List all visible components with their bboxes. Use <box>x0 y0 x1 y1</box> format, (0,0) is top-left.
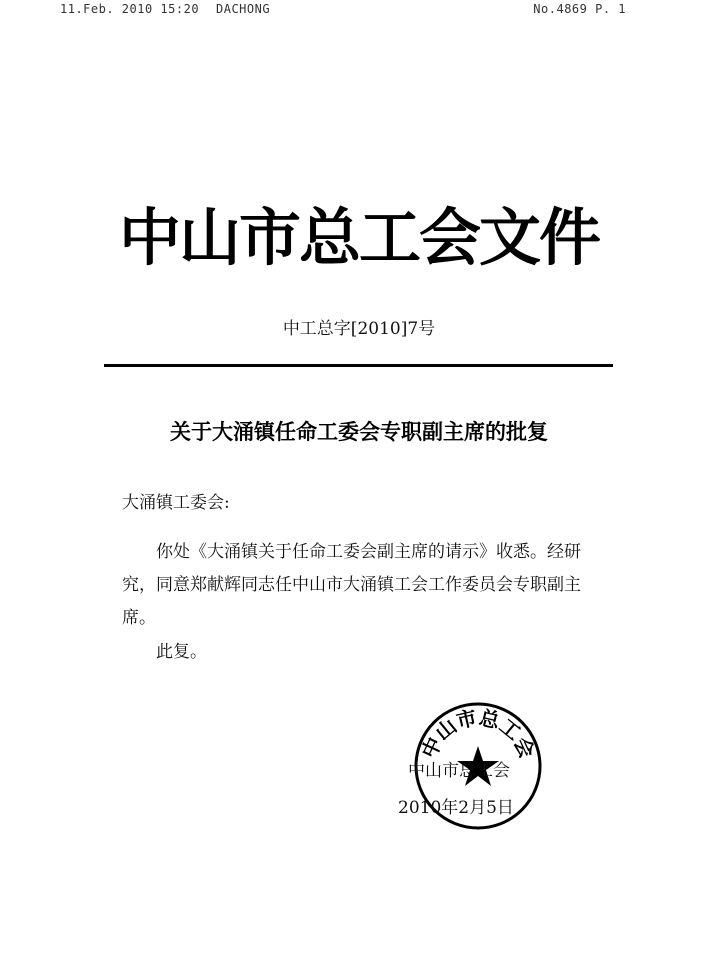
fax-page-info: No.4869 P. 1 <box>533 2 626 16</box>
closing: 此复。 <box>156 642 207 662</box>
document-header: 中山市总工会文件 <box>118 201 599 274</box>
document-title: 关于大涌镇任命工委会专职副主席的批复 <box>170 419 548 444</box>
fax-date: 11.Feb. 2010 15:20 <box>60 2 200 16</box>
seal-text: 中山市总工会 <box>416 705 540 762</box>
signature-organization: 中山市总工会 <box>408 761 510 781</box>
signature-date: 2010年2月5日 <box>398 798 514 818</box>
header-rule <box>104 364 613 367</box>
body-text: 你处《大涌镇关于任命工委会副主席的请示》收悉。经研究，同意郑献辉同志任中山市大涌镇工会工作委员会专职副主席。 <box>122 542 581 628</box>
document-number: 中工总字[2010]7号 <box>282 319 436 339</box>
recipient: 大涌镇工委会: <box>122 493 230 513</box>
fax-sender: DACHONG <box>216 2 271 16</box>
